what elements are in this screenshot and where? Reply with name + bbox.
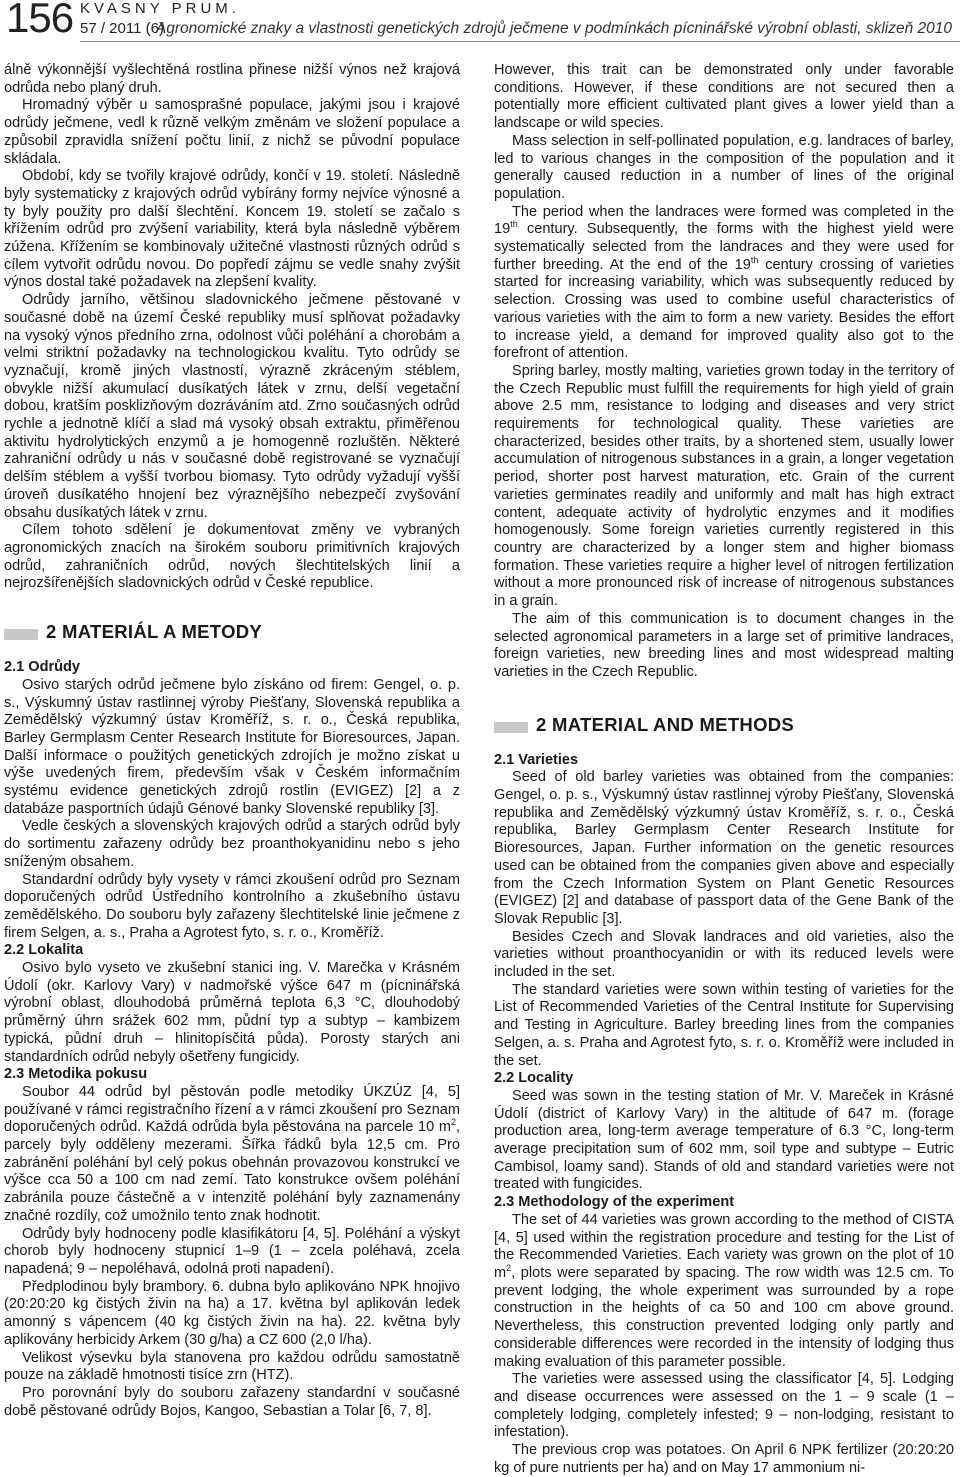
section-heading [494,713,954,740]
subsection-title: 2.2 Locality [494,1070,574,1087]
paragraph: Mass selection in self-pollinated population, e.g. landraces of barley, led to various changes in the composition of the population and it generally caused reduction in a number of lines of the original population. [494,132,954,202]
page-header [0,0,960,46]
paragraph: Odrůdy byly hodnoceny podle klasifikátoru [4, 5]. Poléhání a výskyt chorob byly hodnoceny stupnicí 1–9 (1 – zcela poléhavá, zcela napadená; 9 – nepoléhavá, odolná proti napadení). [4,1225,460,1277]
page-number: 156 [6,0,74,41]
paragraph: Standardní odrůdy byly vysety v rámci zkoušení odrůd pro Seznam doporučených odrůd Ústředního kontrolního a zkušebního ústavu zemědělského. Do souboru byly zařazeny šlechtitelské linie ječmene z firem Selgen, a. s., Praha a Agrotest fyto, s. r. o., Kroměříž. [4,871,460,941]
superscript: 2 [506,1263,512,1274]
paragraph: Období, kdy se tvořily krajové odrůdy, končí v 19. století. Následně byly systematicky z krajových odrůd vybírány formy nejvíce výnosné a ty byly použity pro další šlechtění. Koncem 19. století se začalo s křížením odrůd pro zvýšení variability, která byla následně výběrem zúžena. Křížením se kombinovaly užitečné vlastnosti různých odrůd s cílem vytvořit odrůdu novou. Do popředí zájmu se vedle snahy zvýšit výnos dostal také požadavek na zlepšení kvality. [4,168,460,291]
subsection-title: 2.3 Metodika pokusu [4,1066,148,1083]
text-run: century crossing of varieties started for increasing variability, which was subsequently reduced by selection. Crossing was used to combine useful characteristics of various varieties with the aim to form a new variety. Besides the effort to increase yield, a demand for improved quality also got to the forefront of attention. [494,256,954,362]
paragraph: Hromadný výběr u samosprašné populace, jakými jsou i krajové odrůdy ječmene, vedl k různě velkým změnám ve složení populace a způsobil zpravidla snížení počtu linií, z nichž se původní populace skládala. [4,97,460,167]
paragraph [4,1084,460,1226]
issue-number: 57 / 2011 (6) [80,20,164,37]
section-bar-decoration [4,629,38,640]
paragraph: Vedle českých a slovenských krajových odrůd a starých odrůd byly do sortimentu zařazeny odrůdy bez proanthokyanidinu nebo s jeho sníženým obsahem. [4,818,460,870]
superscript: th [750,254,759,265]
paragraph: Předplodinou byly brambory. 6. dubna bylo aplikováno NPK hnojivo (20:20:20 kg čistých živin na ha) a 17. května byl aplikován ledek amonný s vápencem (40 kg čistých živin na ha). 22. května byly aplikovány herbicidy Arkem (30 g/ha) a CZ 600 (2,0 l/ha). [4,1278,460,1348]
paragraph: Spring barley, mostly malting, varieties grown today in the territory of the Czech Republic must fulfill the requirements for high yield of grain above 2.5 mm, resistance to lodging and diseases and very strict requirements for technological quality. These varieties are characterized, besides other traits, by a shortened stem, usually lower accumulation of nitrogenous substances in a grain, a longer vegetation period, shorter post harvest maturation, etc. Grain of the current varieties germinates readily and uniformly and malt has high extract content, adequate activity of hydrolytic enzymes and it modifies homogenously. Some foreign varieties currently registered in this country are characterized by a longer stem and higher biomass formation. These varieties require a higher level of nitrogen fertilization without a more pronounced risk of increase of nitrogenous substances in a grain. [494,362,954,610]
left-column-czech [4,62,460,1420]
paragraph: The varieties were assessed using the classificator [4, 5]. Lodging and disease occurrences were assessed on the 1 – 9 scale (1 – completely lodging, completely infested; 9 – non-lodging, resistant to infestation). [494,1371,954,1441]
header-rule [80,41,960,42]
paragraph: Seed was sown in the testing station of Mr. V. Mareček in Krásné Údolí (district of Karlovy Vary) in the altitude of 647 m. (forage production area, long-term average temperature of 6.3 °C, long-term average precipitation sum of 602 mm, soil type and subtype – Eutric Cambisol, loamy sand). Stands of old and standard varieties were not treated with fungicides. [494,1087,954,1193]
paragraph: Besides Czech and Slovak landraces and old varieties, also the varieties without proanthocyanidin or with its reduced levels were included in the set. [494,928,954,981]
text-run: The set of 44 varieties was grown according to the method of CISTA [4, 5] used within the registration procedure and testing for the List of the Recommended Varieties. Each variety was grown on the plot of 10 m [494,1211,954,1281]
paragraph: The aim of this communication is to document changes in the selected agronomical parameters in a large set of primitive landraces, foreign varieties, new breeding lines and most widespread malting varieties in the Czech Republic. [494,610,954,680]
superscript: 2 [450,1117,456,1128]
paragraph [494,204,954,363]
text-run: Soubor 44 odrůd byl pěstován podle metodiky ÚKZÚZ [4, 5] používané v rámci registračního řízení a v rámci zkoušení pro Seznam doporučených odrůd. Každá odrůda byla pěstována na parcele 10 m [4,1083,460,1136]
text-run: , plots were separated by spacing. The row width was 12.5 cm. To prevent lodging, the whole experiment was surrounded by a rope construction in the heights of ca 50 and 100 cm above ground. Nevertheless, this construction prevented lodging only partly and considerable differences were recorded in the intensity of lodging thus making evaluation of this parameter possible. [494,1265,954,1370]
subsection-title: 2.1 Odrůdy [4,659,80,676]
section-bar-decoration [494,722,528,733]
paragraph: Cílem tohoto sdělení je dokumentovat změny ve vybraných agronomických znacích na širokém souboru primitivních krajových odrůd, zahraničních odrůd, nových šlechtitelských linií a nejrozšířenějších sladovnických odrůd v České republice. [4,522,460,592]
right-column-english [494,62,954,1477]
paragraph: álně výkonnější vyšlechtěná rostlina přinese nižší výnos než krajová odrůda nebo planý druh. [4,62,460,96]
paragraph: The standard varieties were sown within testing of varieties for the List of Recommended Varieties of the Central Institute for Supervising and Testing in Agriculture. Barley breeding lines from the companies Selgen, a. s. Praha and Agrotest fyto, s. r. o. Kroměříž were included in the set. [494,981,954,1069]
paragraph: Velikost výsevku byla stanovena pro každou odrůdu samostatně pouze na základě hmotnosti tisíce zrn (HTZ). [4,1349,460,1384]
paragraph: Osivo bylo vyseto ve zkušební stanici ing. V. Marečka v Krásném Údolí (okr. Karlovy Vary) v nadmořské výšce 647 m (pícninářská výrobní oblast, dlouhodobá průměrná teplota 6,3 °C, dlouhodobý průměrný úhrn srážek 602 mm, půdní typ a subtyp – kambizem typická, půdní druh – hlinitopísčitá půda). Porosty starých ani standardních odrůd nebyly ošetřeny fungicidy. [4,960,460,1065]
paragraph: Pro porovnání byly do souboru zařazeny standardní v současné době pěstované odrůdy Bojos, Kangoo, Sebastian a Tolar [6, 7, 8]. [4,1384,460,1419]
paragraph: Odrůdy jarního, většinou sladovnického ječmene pěstované v současné době na území České republiky musí splňovat požadavky na vysoký výnos předního zrna, odolnost vůči poléhání a chorobám a velmi striktní požadavky na technologickou kvalitu. Tyto odrůdy se vyznačují, kromě jiných vlastností, výrazně zkráceným stéblem, obvykle nižší akumulací dusíkatých látek v zrnu, delší vegetační dobou, kratším posklizňovým dozráváním atd. Zrno současných odrůd rychle a jednotně klíčí a slad má vysoký obsah extraktu, přiměřenou aktivitu hydrolytických enzymů a je homogenně rozluštěn. Některé zahraniční odrůdy u nás v současné době registrované se vyznačují delším stéblem a vyšší tvorbou biomasy. Tyto odrůdy vyžadují vyšší úroveň dusíkatého hnojení bez výraznějšího nebezpečí zvyšování obsahu dusíkatých látek v zrnu. [4,292,460,521]
paragraph: Seed of old barley varieties was obtained from the companies: Gengel, o. p. s., Výskumný ústav rastlinnej výroby Piešťany, Slovenská republika and Zemědělský výzkumný ústav Kroměříž, s. r. o., Česká republika, Barley Germplasm Center Research Institute for Bioresources, Japan. Further information on the genetic resources used can be obtained from the companies given above and especially from the Czech Information System on Plant Genetic Resources (EVIGEZ) [2] and database of passport data of the Gene Bank of the Slovak Republic [3]. [494,769,954,927]
text-run: The period when the landraces were formed was completed in the 19 [494,203,954,238]
text-run: , parcely byly odděleny mezerami. Šířka řádků byla 12,5 cm. Pro zabránění poléhání byl celý pokus obehnán provazovou konstrukcí ve výšce cca 50 a 100 cm nad zemí. Tato konstrukce ovšem poléhání zabránila pouze částečně a v intenzitě poléhání byly zaznamenány značné rozdíly, což umožnilo tento znak hodnotit. [4,1119,460,1224]
paragraph: The previous crop was potatoes. On April 6 NPK fertilizer (20:20:20 kg of pure nutrients per ha) and on May 17 ammonium ni- [494,1442,954,1476]
running-title: Agronomické znaky a vlastnosti genetických zdrojů ječmene v podmínkách pícninářské výrobní oblasti, sklizeň 2010 [155,20,952,37]
paragraph: However, this trait can be demonstrated only under favorable conditions. However, if these conditions are not secured then a potentially more efficient cultivated plant gives a lower yield than a landscape or wild species. [494,62,954,132]
journal-name: KVASNY PRUM. [80,0,240,17]
subsection-title: 2.3 Methodology of the experiment [494,1194,735,1211]
paragraph: Osivo starých odrůd ječmene bylo získáno od firem: Gengel, o. p. s., Výskumný ústav rastlinnej výroby Piešťany, Slovenská republika a Zemědělský výzkumný ústav Kroměříž, s. r. o., Česká republika, Barley Germplasm Center Research Institute for Bioresources, Japan. Další informace o použitých genetických zdrojích je možno získat u výše uvedených firem, především však v Českém informačním systému evidence genetických zdrojů rostlin (EVIGEZ) [2] a z databáze pasportních údajů Génové banky Slovenské republiky [3]. [4,676,460,817]
section-title: 2 MATERIAL AND METHODS [536,713,795,735]
superscript: th [510,219,518,230]
subsection-title: 2.2 Lokalita [4,942,84,959]
section-title: 2 MATERIÁL A METODY [46,621,263,643]
section-heading [4,623,460,647]
subsection-title: 2.1 Varieties [494,751,579,768]
paragraph [494,1212,954,1371]
text-run: century. Subsequently, the forms with the highest yield were systematically selected from the landraces and they were used for further breeding. At the end of the 19 [494,221,954,273]
